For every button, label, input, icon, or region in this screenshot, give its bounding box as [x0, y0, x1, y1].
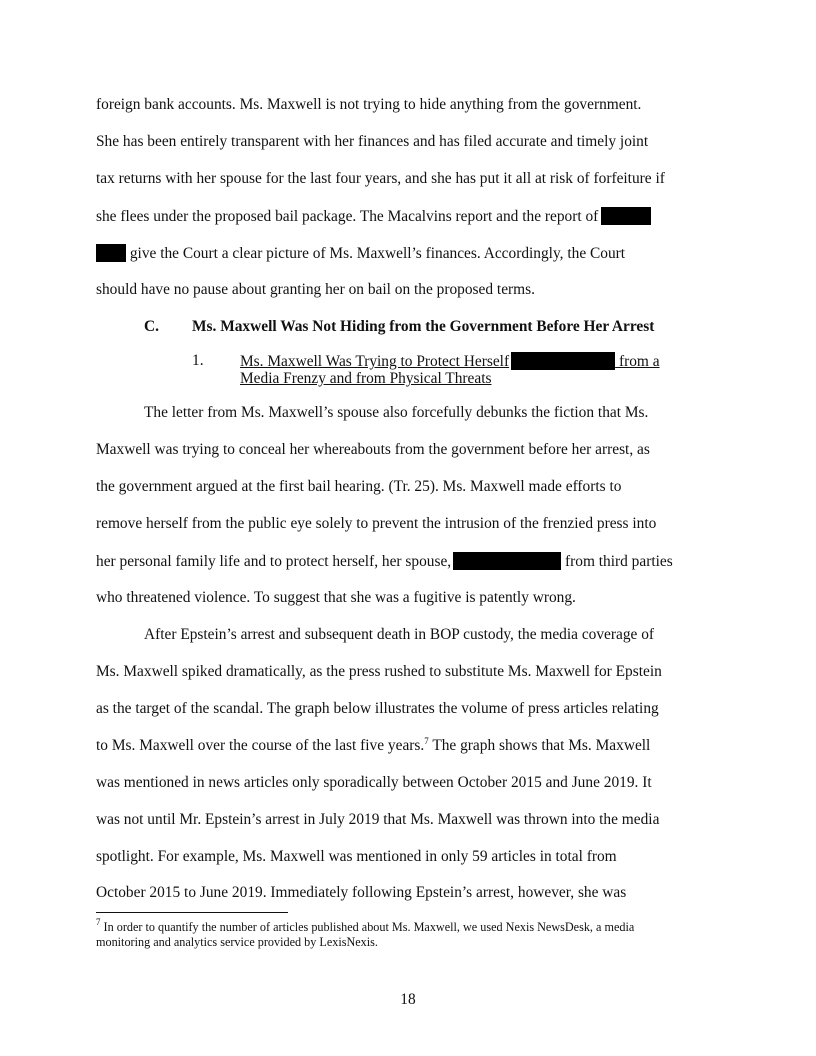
body-line: should have no pause about granting her on bail on the proposed terms.: [96, 281, 535, 298]
body-line: She has been entirely transparent with her finances and has filed accurate and timely joint: [96, 133, 649, 150]
subsection-title-line: Media Frenzy and from Physical Threats: [240, 370, 492, 387]
body-line: Maxwell was trying to conceal her whereabouts from the government before her arrest, as: [96, 441, 650, 458]
section-label: C.: [144, 318, 159, 335]
footnote-number: 7: [96, 917, 101, 927]
redaction-block: [511, 352, 615, 370]
body-line: [96, 244, 625, 263]
body-text: to Ms. Maxwell over the course of the last five years.: [96, 737, 425, 754]
subsection-title: from a: [615, 353, 660, 370]
subsection-title: Ms. Maxwell Was Trying to Protect Herself: [240, 353, 510, 370]
subsection-title-line: [240, 352, 660, 371]
footnote-divider: [96, 912, 288, 913]
body-text: give the Court a clear picture of Ms. Maxwell’s finances. Accordingly, the Court: [126, 245, 626, 262]
body-line: foreign bank accounts. Ms. Maxwell is not trying to hide anything from the government.: [96, 96, 642, 113]
body-line: was not until Mr. Epstein’s arrest in July 2019 that Ms. Maxwell was thrown into the media: [96, 811, 660, 828]
body-line: the government argued at the first bail hearing. (Tr. 25). Ms. Maxwell made efforts to: [96, 478, 622, 495]
footnote-line: [96, 917, 635, 935]
body-line: spotlight. For example, Ms. Maxwell was mentioned in only 59 articles in total from: [96, 848, 617, 865]
body-line: Ms. Maxwell spiked dramatically, as the press rushed to substitute Ms. Maxwell for Epstein: [96, 663, 662, 680]
redaction-block: [601, 207, 651, 225]
body-line: as the target of the scandal. The graph below illustrates the volume of press articles relating: [96, 700, 659, 717]
body-line: October 2015 to June 2019. Immediately following Epstein’s arrest, however, she was: [96, 884, 627, 901]
footnote-reference[interactable]: 7: [424, 736, 429, 746]
body-text: from third parties: [561, 553, 673, 570]
footnote-line: monitoring and analytics service provided by LexisNexis.: [96, 935, 378, 949]
body-line: remove herself from the public eye solely to prevent the intrusion of the frenzied press into: [96, 515, 657, 532]
body-text: The graph shows that Ms. Maxwell: [428, 737, 651, 754]
body-line: [96, 737, 650, 755]
footnote-text: In order to quantify the number of articles published about Ms. Maxwell, we used Nexis NewsDesk, a media: [100, 920, 635, 934]
page-number: 18: [400, 991, 416, 1008]
body-line: was mentioned in news articles only sporadically between October 2015 and June 2019. It: [96, 774, 652, 791]
body-line: [96, 552, 673, 571]
body-line: who threatened violence. To suggest that she was a fugitive is patently wrong.: [96, 589, 576, 606]
body-text: her personal family life and to protect herself, her spouse,: [96, 553, 452, 570]
body-line: The letter from Ms. Maxwell’s spouse also forcefully debunks the fiction that Ms.: [144, 404, 649, 421]
body-text: she flees under the proposed bail package. The Macalvins report and the report of: [96, 208, 599, 225]
redaction-block: [453, 552, 561, 570]
body-line: [96, 207, 651, 226]
section-title: Ms. Maxwell Was Not Hiding from the Government Before Her Arrest: [192, 318, 655, 335]
subsection-number: 1.: [192, 352, 204, 369]
redaction-block: [96, 244, 126, 262]
body-line: After Epstein’s arrest and subsequent death in BOP custody, the media coverage of: [144, 626, 655, 643]
body-line: tax returns with her spouse for the last four years, and she has put it all at risk of forfeiture if: [96, 170, 665, 187]
